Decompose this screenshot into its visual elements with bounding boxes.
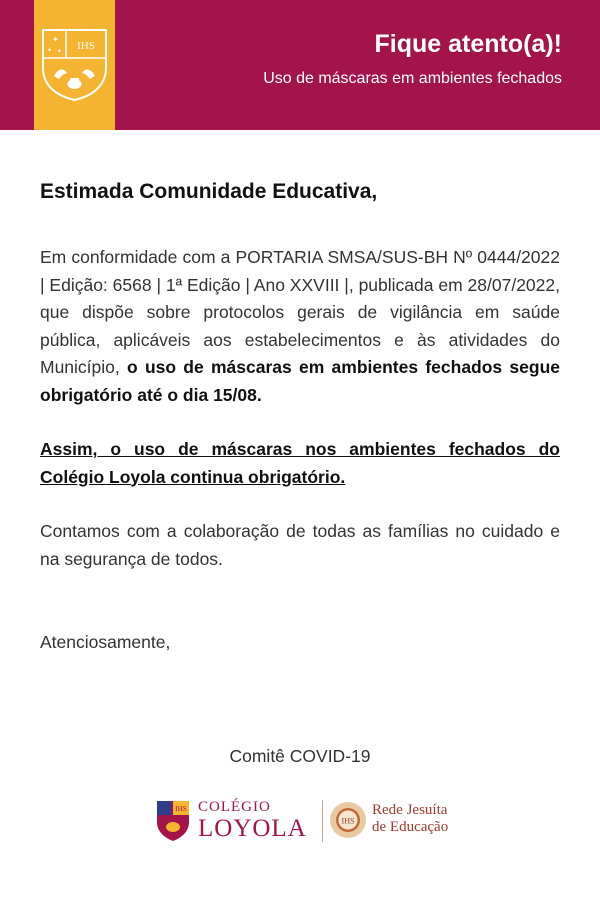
jesuit-sun-icon bbox=[328, 798, 368, 842]
page-subtitle: Uso de máscaras em ambientes fechados bbox=[263, 70, 562, 87]
ordinance-highlight: o uso de máscaras em ambientes fechados segue obrigatório até o dia 15/08. bbox=[40, 357, 560, 405]
loyola-line1: COLÉGIO bbox=[198, 799, 271, 815]
loyola-shield-icon bbox=[156, 800, 190, 842]
logo-divider bbox=[322, 800, 323, 842]
header-band bbox=[0, 0, 600, 130]
paragraph-collaboration: Contamos com a colaboração de todas as famílias no cuidado e na segurança de todos. bbox=[40, 521, 560, 569]
svg-text:✦: ✦ bbox=[52, 35, 59, 44]
closing: Atenciosamente, bbox=[40, 632, 171, 652]
svg-text:✦: ✦ bbox=[47, 47, 53, 54]
footer-logos bbox=[156, 796, 476, 848]
rede-line2: de Educação bbox=[372, 819, 449, 835]
svg-text:IHS: IHS bbox=[341, 816, 355, 826]
paragraph-ordinance bbox=[40, 244, 560, 409]
greeting: Estimada Comunidade Educativa, bbox=[40, 180, 378, 203]
page-title: Fique atento(a)! bbox=[374, 30, 562, 58]
coat-of-arms-icon bbox=[40, 28, 109, 102]
svg-text:✦: ✦ bbox=[57, 48, 63, 55]
loyola-wordmark bbox=[198, 798, 307, 842]
svg-text:IHS: IHS bbox=[175, 805, 187, 813]
rede-line1: Rede Jesuíta bbox=[372, 802, 448, 818]
ordinance-text: Em conformidade com a PORTARIA SMSA/SUS-BH Nº 0444/2022 | Edição: 6568 | 1ª Edição | Ano XXVIII |, publicada em 28/07/2022, que dispõe sobre protocolos gerais de vigilância em saúde pública, aplicáveis aos estabelecimentos e às atividades do Município, bbox=[40, 247, 560, 377]
loyola-line2: LOYOLA bbox=[198, 815, 307, 842]
crest-ihs-text: IHS bbox=[77, 40, 95, 52]
crest-panel bbox=[34, 0, 115, 130]
paragraph-mask-requirement: Assim, o uso de máscaras nos ambientes fechados do Colégio Loyola continua obrigatório. bbox=[40, 439, 560, 487]
letter-body bbox=[40, 178, 560, 657]
rede-jesuita-wordmark bbox=[372, 802, 448, 836]
signature: Comitê COVID-19 bbox=[229, 746, 371, 766]
